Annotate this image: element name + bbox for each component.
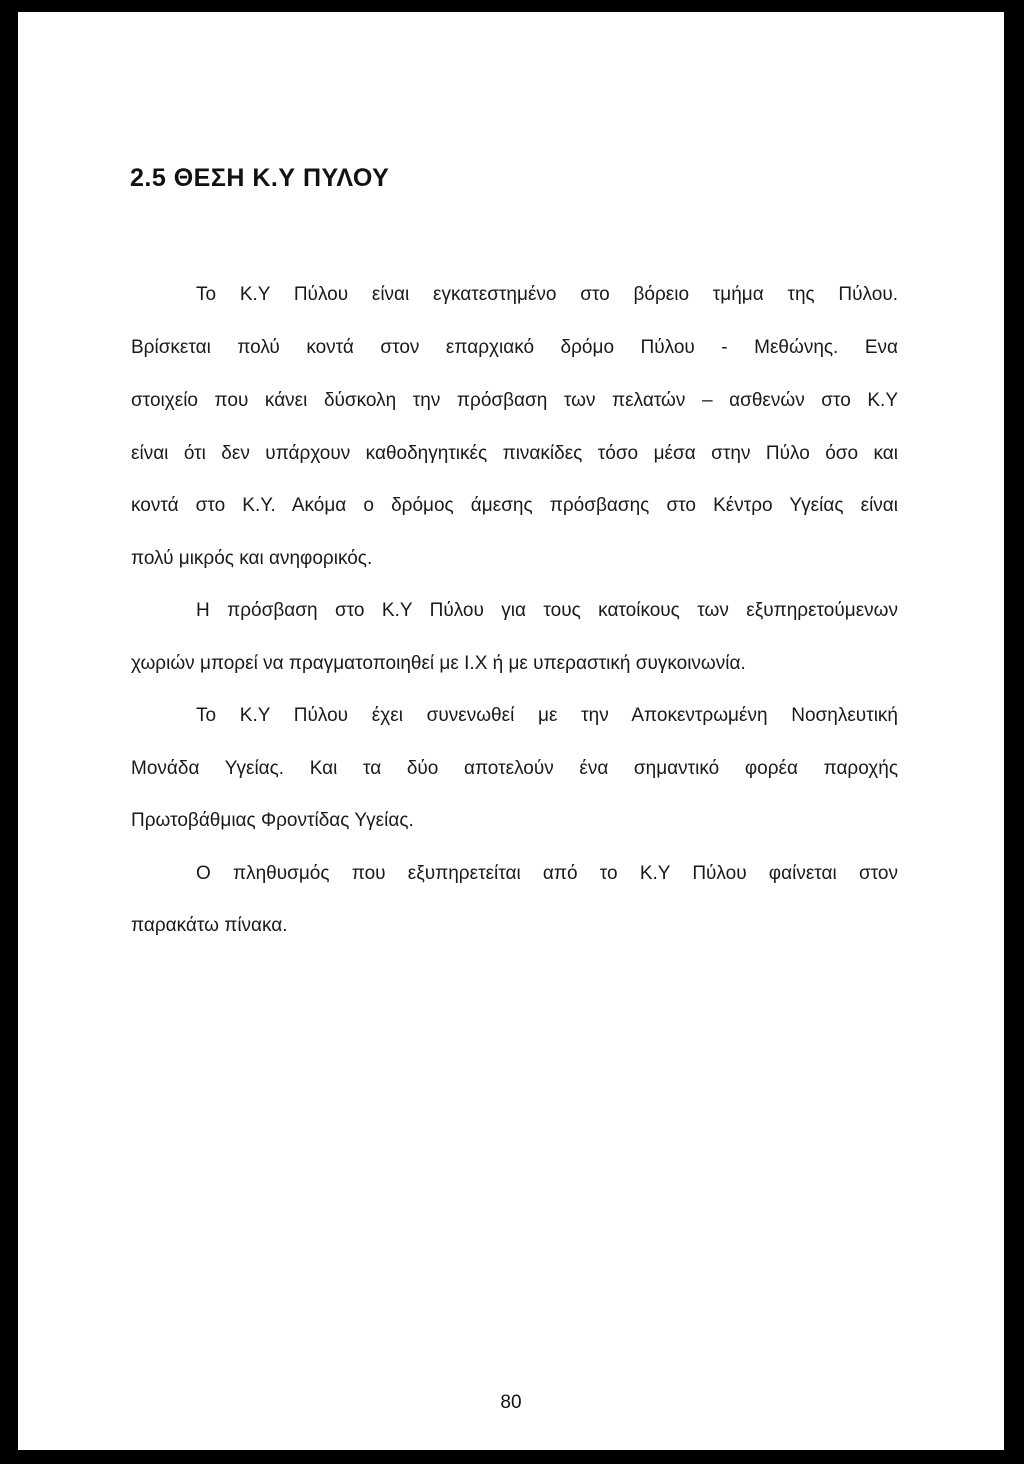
paragraph-line-5: κοντά στο Κ.Υ. Ακόμα ο δρόμος άμεσης πρόσβασης στο Κέντρο Υγείας είναι (131, 495, 898, 516)
paragraph-line-6: πολύ μικρός και ανηφορικός. (131, 548, 373, 569)
paragraph-line-10: Μονάδα Υγείας. Και τα δύο αποτελούν ένα σημαντικό φορέα παροχής (131, 758, 898, 779)
paragraph-line-4: είναι ότι δεν υπάρχουν καθοδηγητικές πινακίδες τόσο μέσα στην Πύλο όσο και (131, 443, 898, 464)
page-number: 80 (500, 1392, 522, 1413)
paragraph-line-11: Πρωτοβάθμιας Φροντίδας Υγείας. (131, 810, 414, 831)
paragraph-line-3: στοιχείο που κάνει δύσκολη την πρόσβαση των πελατών – ασθενών στο Κ.Υ (131, 390, 898, 411)
paragraph-line-9: Το Κ.Υ Πύλου έχει συνενωθεί με την Αποκεντρωμένη Νοσηλευτική (196, 705, 898, 726)
paragraph-line-12: Ο πληθυσμός που εξυπηρετείται από το Κ.Υ Πύλου φαίνεται στον (196, 863, 898, 884)
paragraph-line-1: Το Κ.Υ Πύλου είναι εγκατεστημένο στο βόρειο τμήμα της Πύλου. (196, 284, 898, 305)
paragraph-line-2: Βρίσκεται πολύ κοντά στον επαρχιακό δρόμο Πύλου - Μεθώνης. Ενα (131, 337, 898, 358)
paragraph-line-13: παρακάτω πίνακα. (131, 915, 288, 936)
document-sheet (18, 12, 1004, 1450)
section-heading: 2.5 ΘΕΣΗ Κ.Υ ΠΥΛΟΥ (130, 164, 390, 192)
paragraph-line-7: Η πρόσβαση στο Κ.Υ Πύλου για τους κατοίκους των εξυπηρετούμενων (196, 600, 898, 621)
paragraph-line-8: χωριών μπορεί να πραγματοποιηθεί με Ι.Χ ή με υπεραστική συγκοινωνία. (131, 653, 746, 674)
